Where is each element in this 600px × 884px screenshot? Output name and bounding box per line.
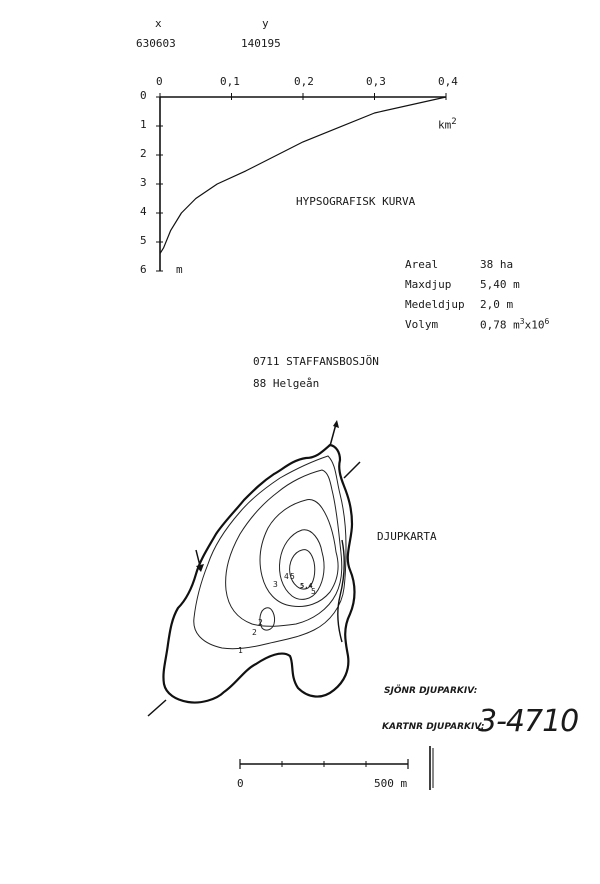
stat-value: 0,78 $m^3x10^6$ [480,316,550,332]
stat-value: 5,40 m [480,277,520,291]
y-coord-label: y [262,17,269,30]
chart-title: HYPSOGRAFISK KURVA [296,195,416,208]
y-tick-label: 3 [140,176,147,189]
y-tick-label: 6 [140,263,147,276]
contour-label: 2 [252,628,257,637]
stat-value: 38 ha [480,257,514,271]
scale-start-label: 0 [237,777,244,790]
x-tick-label: 0 [156,75,163,88]
stat-label: Maxdjup [405,277,452,291]
contour-label: 3 [273,580,278,589]
x-tick-label: 0,3 [366,75,386,88]
scale-end-label: 500 m [374,777,408,790]
stat-value: 2,0 m [480,297,514,311]
contour-label: 5 [311,587,316,596]
lake-name: 0711 STAFFANSBOSJÖN [253,355,379,368]
x-tick-label: 0,4 [438,75,458,88]
y-coord-value: 140195 [241,37,281,50]
stat-label: Volym [405,317,439,331]
depth-map-label: DJUPKARTA [377,530,437,543]
inflow-arrow [344,462,360,478]
contour-3m [260,499,338,606]
outflow-arrow [148,700,166,716]
x-axis-unit: $km^2$ [438,117,457,132]
basin-name: 88 Helgeån [253,377,320,390]
y-tick-label: 2 [140,147,147,160]
y-axis-unit: m [176,263,183,276]
max-depth-label: 5,4 [300,582,313,590]
inflow-arrow [333,420,339,428]
x-tick-label: 0,2 [294,75,314,88]
x-tick-label: 0,1 [220,75,240,88]
shoreline [163,445,354,703]
sjonr-archive-label: SJÖNR DJUPARKIV: [384,686,478,696]
x-coord-label: x [155,17,162,30]
inflow-arrow [196,550,200,566]
contour-label: 2 [258,618,263,627]
y-tick-label: 1 [140,118,147,131]
kartnr-archive-label: KARTNR DJUPARKIV: [382,722,485,732]
y-tick-label: 0 [140,89,147,102]
contour-1m [194,456,346,649]
x-coord-value: 630603 [136,37,176,50]
y-tick-label: 5 [140,234,147,247]
stat-label: Medeldjup [405,297,465,311]
contour-label: 4 [284,572,289,581]
inflow-arrow [330,424,336,446]
stat-label: Areal [405,257,439,271]
kartnr-archive-value: 3-4710 [478,704,579,739]
contour-label: 1 [238,646,243,655]
y-tick-label: 4 [140,205,147,218]
contour-label: 5 [290,572,295,581]
